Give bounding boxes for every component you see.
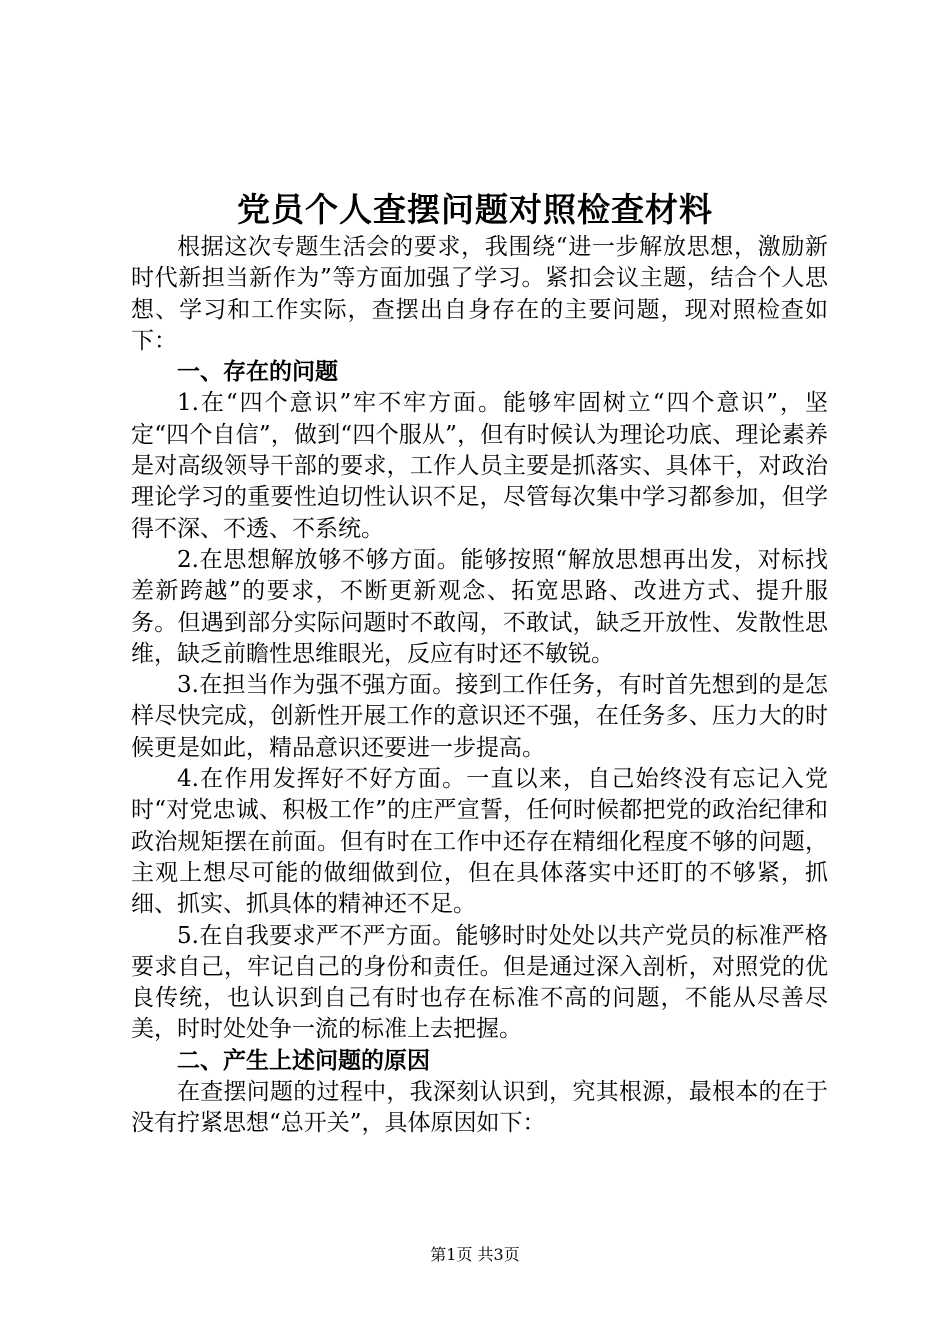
problem-item-3: 3.在担当作为强不强方面。接到工作任务，有时首先想到的是怎样尽快完成，创新性开展工作的意识还不强，在任务多、压力大的时候更是如此，精品意识还要进一步提高。 <box>131 672 828 761</box>
problem-item-1: 1.在“四个意识”牢不牢方面。能够牢固树立“四个意识”，坚定“四个自信”，做到“四个服从”，但有时候认为理论功底、理论素养是对高级领导干部的要求，工作人员主要是抓落实、具体干，对政治理论学习的重要性迫切性认识不足，尽管每次集中学习都参加，但学得不深、不透、不系统。 <box>131 390 828 542</box>
problem-item-4: 4.在作用发挥好不好方面。一直以来，自己始终没有忘记入党时“对党忠诚、积极工作”的庄严宣誓，任何时候都把党的政治纪律和政治规矩摆在前面。但有时在工作中还存在精细化程度不够的问题，主观上想尽可能的做细做到位，但在具体落实中还盯的不够紧，抓细、抓实、抓具体的精神还不足。 <box>131 766 828 918</box>
section-heading-causes: 二、产生上述问题的原因 <box>177 1047 430 1074</box>
document-title: 党员个人查摆问题对照检查材料 <box>237 190 713 229</box>
section-heading-problems: 一、存在的问题 <box>177 359 338 386</box>
document-body <box>131 232 828 1140</box>
page-footer: 第1页 共3页 <box>430 1245 520 1264</box>
problem-item-2: 2.在思想解放够不够方面。能够按照“解放思想再出发，对标找差新跨越”的要求，不断更新观念、拓宽思路、改进方式、提升服务。但遇到部分实际问题时不敢闯，不敢试，缺乏开放性、发散性思维，缺乏前瞻性思维眼光，反应有时还不敏锐。 <box>131 546 828 667</box>
causes-intro-paragraph: 在查摆问题的过程中，我深刻认识到，究其根源，最根本的在于没有拧紧思想“总开关”，具体原因如下： <box>131 1079 828 1137</box>
intro-paragraph: 根据这次专题生活会的要求，我围绕“进一步解放思想，激励新时代新担当新作为”等方面加强了学习。紧扣会议主题，结合个人思想、学习和工作实际，查摆出自身存在的主要问题，现对照检查如下： <box>131 234 828 354</box>
problem-item-5: 5.在自我要求严不严方面。能够时时处处以共产党员的标准严格要求自己，牢记自己的身份和责任。但是通过深入剖析，对照党的优良传统，也认识到自己有时也存在标准不高的问题，不能从尽善尽美，时时处处争一流的标准上去把握。 <box>131 922 828 1043</box>
